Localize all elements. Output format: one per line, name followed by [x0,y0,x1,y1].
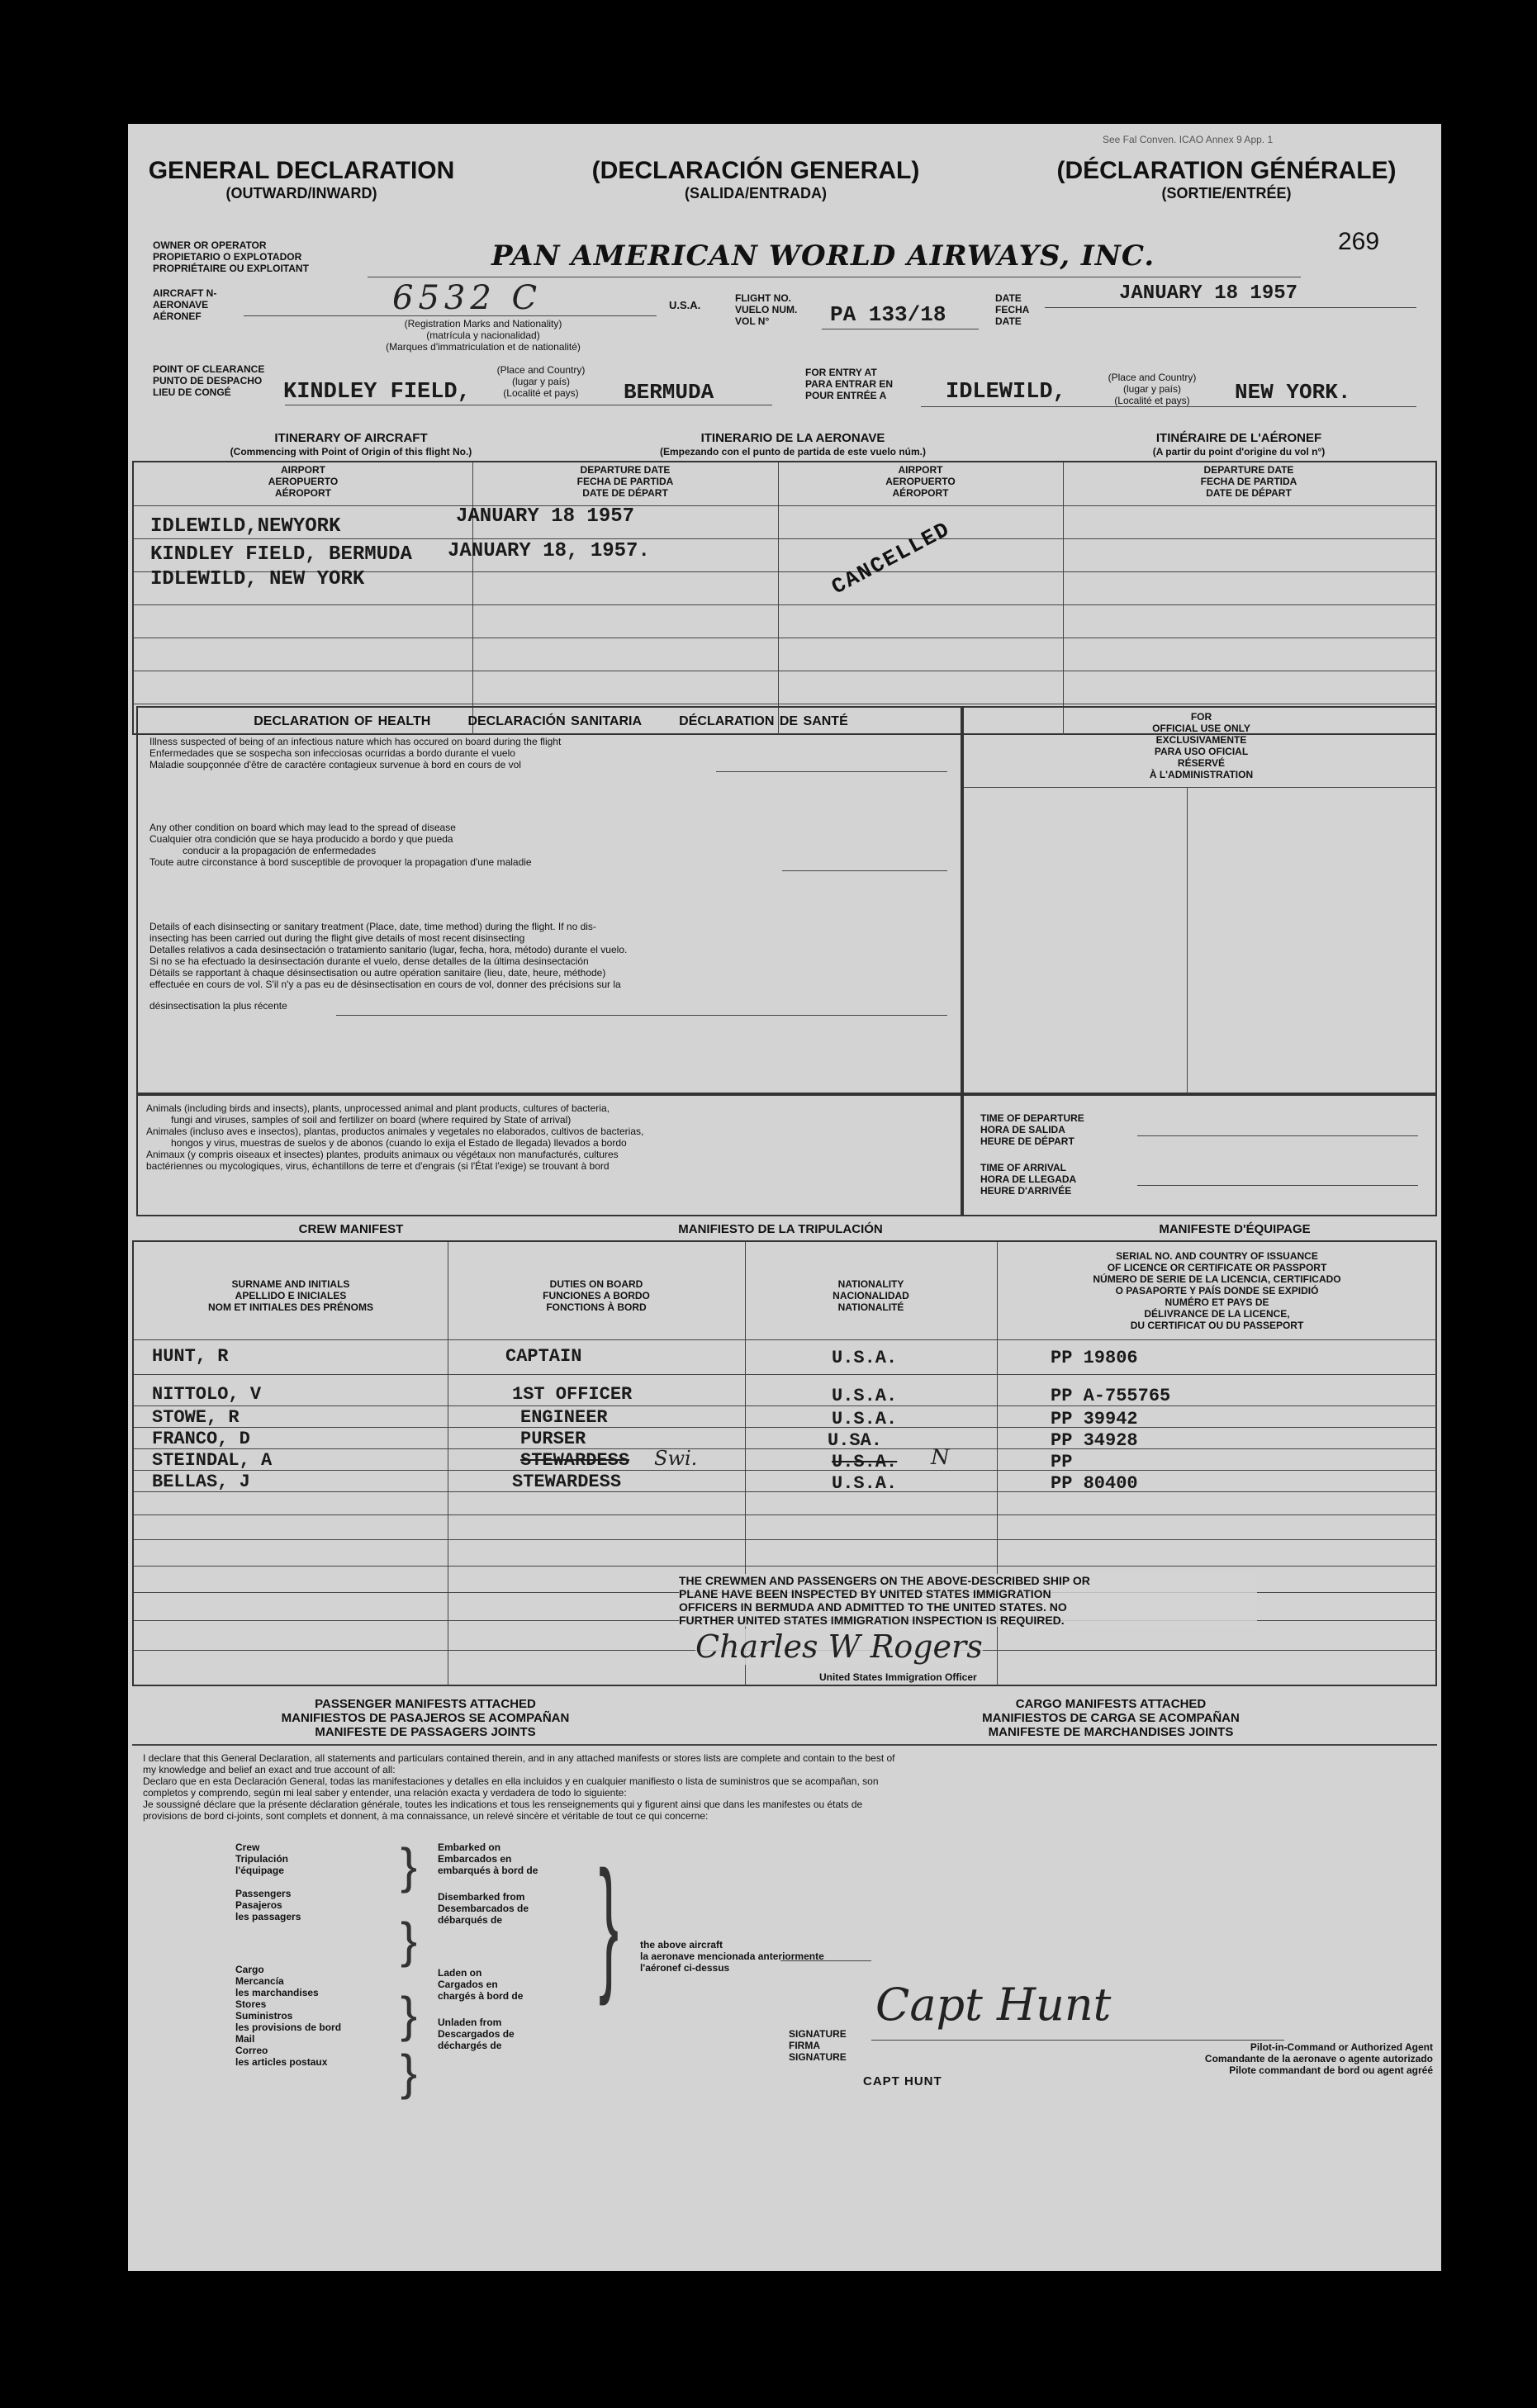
times-box [962,1094,1437,1216]
time-of-departure-label: TIME OF DEPARTURE HORA DE SALIDA HEURE DE DÉPART [980,1112,1084,1147]
itinerary-title-es: ITINERARIO DE LA AERONAVE (Empezando con el punto de partida de este vuelo núm.) [659,431,927,457]
itinerary-airport-3: IDLEWILD, NEW YORK [150,568,365,590]
crew-title-es: MANIFIESTO DE LA TRIPULACIÓN [678,1222,883,1236]
aircraft-labels: AIRCRAFT N- AERONAVE AÉRONEF [153,287,217,322]
entry-place: IDLEWILD, [946,380,1066,405]
health-para-2: Any other condition on board which may lead to the spread of disease Cualquier otra condición que se haya producido a bordo y que pueda conducir a la propagación de enfermedades Toute autre circonstance à bord susceptible de provoquer la propagation d'une maladie [149,822,532,868]
declaration-items: Crew Tripulación l'équipage Passengers Pasajeros les passagers Cargo Mercancía les marchandises Stores Suministros les provisions de bord Mail Correo les articles postaux [235,1842,342,2068]
crew-lic-1: PP 19806 [1051,1348,1138,1368]
col-licence: SERIAL NO. AND COUNTRY OF ISSUANCE OF LICENCE OR CERTIFICATE OR PASSPORT NÚMERO DE SERIE DE LA LICENCIA, CERTIFICADO O PASAPORTE Y PAÍS DONDE SE EXPIDIÓ NUMÉRO ET PAYS DE DÉLIVRANCE DE LA LICENCE, DU CERTIFICAT OU DU PASSEPORT [1093,1250,1341,1331]
crew-name-4: FRANCO, D [152,1429,250,1449]
crew-nat-2: U.S.A. [832,1386,898,1406]
itinerary-title-fr: ITINÉRAIRE DE L'AÉRONEF (A partir du point d'origine du vol n°) [1152,431,1326,457]
crew-title-en: CREW MANIFEST [298,1222,404,1236]
clearance-place: KINDLEY FIELD, [283,380,471,405]
owner-labels: OWNER OR OPERATOR PROPIETARIO O EXPLOTADOR PROPRIÉTAIRE OU EXPLOITANT [153,239,309,274]
crew-name-5: STEINDAL, A [152,1450,273,1471]
itinerary-date-2: JANUARY 18, 1957. [448,540,650,562]
immigration-officer-label: United States Immigration Officer [819,1671,977,1683]
flight-date: JANUARY 18 1957 [1119,282,1298,305]
aircraft-marks-note: (Registration Marks and Nationality) (matrícula y nacionalidad) (Marques d'immatriculation et de nationalité) [386,318,581,353]
signature-printed-name: CAPT HUNT [863,2074,942,2088]
crew-handwritten-note-2: N [931,1445,950,1470]
animals-text: Animals (including birds and insects), plants, unprocessed animal and plant products, cultures of bacteria, fungi and viruses, samples of soil and fertilizer on board (where required by State of arrival) Animales (incluso aves e insectos), plantas, productos animales y vegetales no elaborados, cultivos de bacterias, hongos y virus, muestras de suelos y de abonos (cuando lo exija el Estado de llegada) llevados a bordo Animaux (y compris oiseaux et insectes) plantes, produits animaux ou végétaux non manufacturés, cultures bactériennes ou mycologiques, virus, échantillons de terre et d'engrais (si l'État l'exige) se trouvant à bord [146,1102,644,1172]
declaration-actions: Embarked on Embarcados en embarqués à bord de Disembarked from Desembarcados de débarqués de Laden on Cargados en chargés à bord de Unladen from Descargados de déchargés de [438,1842,538,2051]
crew-handwritten-note-1: Swi. [654,1447,698,1470]
crew-lic-5: PP [1051,1452,1073,1472]
crew-duty-1: CAPTAIN [505,1346,582,1367]
aircraft-registration: 6532 C [392,279,543,317]
entry-place-note: (Place and Country) (lugar y país) (Localité et pays) [1108,372,1197,406]
page-number: 269 [1338,228,1380,255]
crew-nat-1: U.S.A. [832,1348,898,1368]
signature-role: Pilot-in-Command or Authorized Agent Comandante de la aeronave o agente autorizado Pilote commandant de bord ou agent agréé [1204,2041,1433,2076]
declaration-brace: } } } } [401,1838,418,2100]
declaration-aircraft: the above aircraft la aeronave mencionada anteriormente l'aéronef ci-dessus [640,1939,824,1974]
col-date-1: DEPARTURE DATE FECHA DE PARTIDA DATE DE DÉPART [576,464,674,499]
col-airport-2: AIRPORT AEROPUERTO AÉROPORT [885,464,956,499]
crew-name-6: BELLAS, J [152,1472,250,1492]
entry-country: NEW YORK. [1235,380,1351,405]
crew-duty-3: ENGINEER [520,1407,608,1428]
official-use-label: FOR OFFICIAL USE ONLY EXCLUSIVAMENTE PARA USO OFICIAL RÉSERVÉ À L'ADMINISTRATION [1149,711,1254,780]
itinerary-airport-2: KINDLEY FIELD, BERMUDA [150,543,412,566]
crew-nat-4: U.SA. [828,1430,883,1451]
crew-lic-6: PP 80400 [1051,1473,1138,1494]
itinerary-table [132,461,1437,735]
title-french: (DÉCLARATION GÉNÉRALE) (SORTIE/ENTRÉE) [1056,157,1397,201]
crew-duty-6: STEWARDESS [512,1472,622,1492]
clearance-country: BERMUDA [624,380,714,405]
crew-table [132,1240,1437,1686]
health-para-1: Illness suspected of being of an infectious nature which has occured on board during the flight Enfermedades que se sospecha son infecciosas ocurridas a bordo durante el vuelo Maladie soupçonnée d'être de caractère contagieux survenue à bord en cours de vol [149,736,562,770]
aircraft-nation: U.S.A. [669,299,701,311]
clearance-place-note: (Place and Country) (lugar y país) (Localité et pays) [496,364,586,399]
captain-signature: Capt Hunt [875,1979,1112,2031]
col-duties: DUTIES ON BOARD FUNCIONES A BORDO FONCTIONS À BORD [543,1278,650,1313]
crew-duty-2: 1ST OFFICER [512,1384,633,1405]
immigration-stamp: THE CREWMEN AND PASSENGERS ON THE ABOVE-DESCRIBED SHIP OR PLANE HAVE BEEN INSPECTED BY UNITED STATES IMMIGRATION OFFICERS IN BERMUDA AND ADMITTED TO THE UNITED STATES. NO FURTHER UNITED STATES IMMIGRATION INSPECTION IS REQUIRED. [679,1574,1257,1627]
title-english: GENERAL DECLARATION (OUTWARD/INWARD) [148,157,455,201]
cancelled-stamp: CANCELLED [828,516,955,600]
signature-labels: SIGNATURE FIRMA SIGNATURE [789,2028,847,2063]
declaration-text: I declare that this General Declaration, all statements and particulars contained therein, and in any attached manifests or stores lists are complete and contain to the best of my knowledge and belief an exact and true account of all: Declaro que en esta Declaración General, todas las manifestaciones y detalles en ella incluidos y en cualquier manifiesto o lista de suministros que se acompañan, son completos y comprendo, según mi leal saber y entender, una relación exacta y verdadera de todo lo siguiente: Je soussigné déclare que la présente déclaration générale, toutes les indications et tous les renseignements qui y figurent ainsi que dans les manifestes ou états de provisions de bord ci-joints, sont complets et donnent, à ma connaissance, un relevé sincère et véritable de tout ce qui concerne: [143,1752,895,1822]
crew-name-3: STOWE, R [152,1407,240,1428]
crew-duty-5: STEWARDESS [520,1450,630,1471]
animals-box [136,1094,962,1216]
general-declaration-form [128,124,1441,2271]
col-date-2: DEPARTURE DATE FECHA DE PARTIDA DATE DE DÉPART [1200,464,1297,499]
health-declaration [136,706,962,1094]
owner-value: PAN AMERICAN WORLD AIRWAYS, INC. [491,239,1155,273]
itinerary-title-en: ITINERARY OF AIRCRAFT (Commencing with Point of Origin of this flight No.) [230,431,472,457]
itinerary-airport-1: IDLEWILD,NEWYORK [150,515,341,538]
crew-lic-2: PP A-755765 [1051,1386,1171,1406]
flight-number: PA 133/18 [830,302,946,327]
col-surname: SURNAME AND INITIALS APELLIDO E INICIALES NOM ET INITIALES DES PRÉNOMS [207,1278,373,1313]
entry-labels: FOR ENTRY AT PARA ENTRAR EN POUR ENTRÉE A [805,367,894,401]
clearance-labels: POINT OF CLEARANCE PUNTO DE DESPACHO LIEU DE CONGÉ [153,363,265,398]
crew-lic-4: PP 34928 [1051,1430,1138,1451]
crew-duty-4: PURSER [520,1429,586,1449]
crew-nat-5: U.S.A. [832,1452,898,1472]
time-of-arrival-label: TIME OF ARRIVAL HORA DE LLEGADA HEURE D'ARRIVÉE [980,1162,1077,1197]
crew-lic-3: PP 39942 [1051,1409,1138,1429]
passenger-manifests-attached: PASSENGER MANIFESTS ATTACHED MANIFIESTOS DE PASAJEROS SE ACOMPAÑAN MANIFESTE DE PASSAGERS JOINTS [281,1697,570,1739]
health-para-3: Details of each disinsecting or sanitary treatment (Place, date, time method) during the flight. If no dis- insecting has been carried out during the flight give details of most recent disinsecting Detalles relativos a cada desinsectación o tratamiento sanitario (lugar, fecha, hora, método) durante el vuelo. Si no se ha efectuado la desinsectación durante el vuelo, dense detalles de la última desinsectación Détails se rapportant à chaque désinsectisation ou autre opération sanitaire (lieu, date, heure, méthode) effectuée en cours de vol. S'il n'y a pas eu de désinsectisation en cours de vol, donner des précisions sur la désinsectisation la plus récente [149,921,628,1012]
col-airport-1: AIRPORT AEROPUERTO AÉROPORT [268,464,339,499]
health-title: DECLARATION OF HEALTH DECLARACIÓN SANITARIA DÉCLARATION DE SANTÉ [254,714,848,728]
top-note: See Fal Conven. ICAO Annex 9 App. 1 [1103,134,1274,145]
date-labels: DATE FECHA DATE [995,292,1030,327]
immigration-officer-signature: Charles W Rogers [695,1628,983,1665]
crew-nat-3: U.S.A. [832,1409,898,1429]
crew-name-2: NITTOLO, V [152,1384,262,1405]
crew-name-1: HUNT, R [152,1346,229,1367]
itinerary-date-1: JANUARY 18 1957 [456,505,635,528]
flight-labels: FLIGHT NO. VUELO NUM. VOL N° [735,292,798,327]
declaration-big-brace: } [599,1841,619,2007]
cargo-manifests-attached: CARGO MANIFESTS ATTACHED MANIFIESTOS DE CARGA SE ACOMPAÑAN MANIFESTE DE MARCHANDISES JOINTS [982,1697,1240,1739]
crew-title-fr: MANIFESTE D'ÉQUIPAGE [1159,1222,1311,1236]
official-use-box [962,706,1437,1094]
title-spanish: (DECLARACIÓN GENERAL) (SALIDA/ENTRADA) [591,157,920,201]
crew-nat-6: U.S.A. [832,1473,898,1494]
col-nationality: NATIONALITY NACIONALIDAD NATIONALITÉ [833,1278,909,1313]
